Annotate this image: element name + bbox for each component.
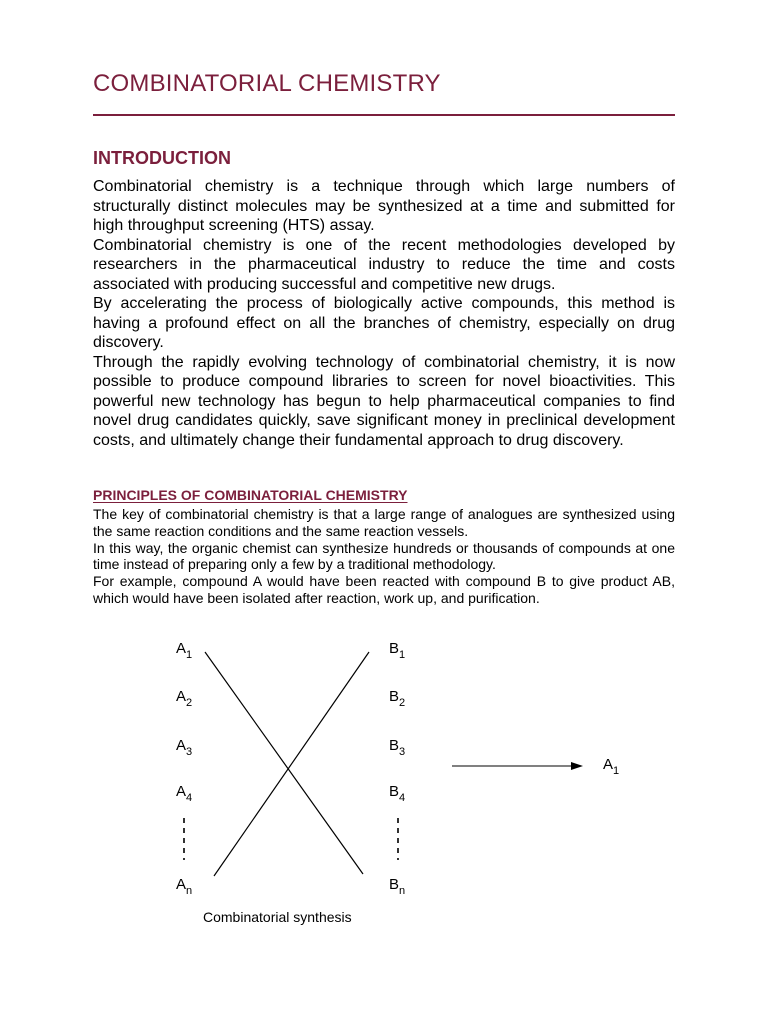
label-a2: $A_2$	[176, 688, 193, 709]
cross-line-an-b1	[214, 652, 369, 876]
introduction-heading: INTRODUCTION	[93, 148, 231, 168]
principles-heading: PRINCIPLES OF COMBINATORIAL CHEMISTRY	[93, 487, 408, 503]
intro-paragraph: Through the rapidly evolving technology of combinatorial chemistry, it is now possible to produce compound libraries to screen for novel bioactivities. This powerful new technology has begun to help pharmaceutical companies to find novel drug candidates quickly, save significant money in preclinical development costs, and ultimately change their fundamental approach to drug discovery.	[93, 353, 675, 449]
principles-body	[93, 506, 675, 607]
label-b3: $B_3$	[389, 737, 406, 758]
label-a4: $A_4$	[176, 783, 193, 804]
label-b2: $B_2$	[389, 688, 406, 709]
introduction-body	[93, 177, 675, 450]
principles-paragraph: The key of combinatorial chemistry is that a large range of analogues are synthesized using the same reaction conditions and the same reaction vessels.	[93, 506, 675, 539]
intro-paragraph: Combinatorial chemistry is one of the recent methodologies developed by researchers in the pharmaceutical industry to reduce the time and costs associated with producing successful and competitive new drugs.	[93, 236, 675, 293]
intro-paragraph: By accelerating the process of biologically active compounds, this method is having a profound effect on all the branches of chemistry, especially on drug discovery.	[93, 295, 675, 351]
principles-paragraph: In this way, the organic chemist can synthesize hundreds or thousands of compounds at one time instead of preparing only a few by a traditional methodology.	[93, 539, 675, 573]
title-divider	[93, 114, 675, 116]
label-b4: $B_4$	[389, 783, 406, 804]
figure-caption: Combinatorial synthesis	[203, 909, 352, 925]
label-bn: $B_n$	[389, 876, 406, 897]
principles-paragraph: For example, compound A would have been reacted with compound B to give product AB, which would have been isolated after reaction, work up, and purification.	[93, 573, 675, 606]
reaction-arrow-head	[571, 762, 583, 770]
label-a1: $A_1$	[176, 640, 193, 661]
label-a3: $A_3$	[176, 737, 193, 758]
document-title: COMBINATORIAL CHEMISTRY	[93, 70, 441, 97]
cross-line-a1-bn	[205, 652, 363, 874]
product-label-a1: $A_1$	[603, 756, 620, 777]
intro-paragraph: Combinatorial chemistry is a technique through which large numbers of structurally distinct molecules may be synthesized at a time and submitted for high throughput screening (HTS) assay.	[93, 178, 675, 234]
label-an: $A_n$	[176, 876, 193, 897]
label-b1: $B_1$	[389, 640, 406, 661]
